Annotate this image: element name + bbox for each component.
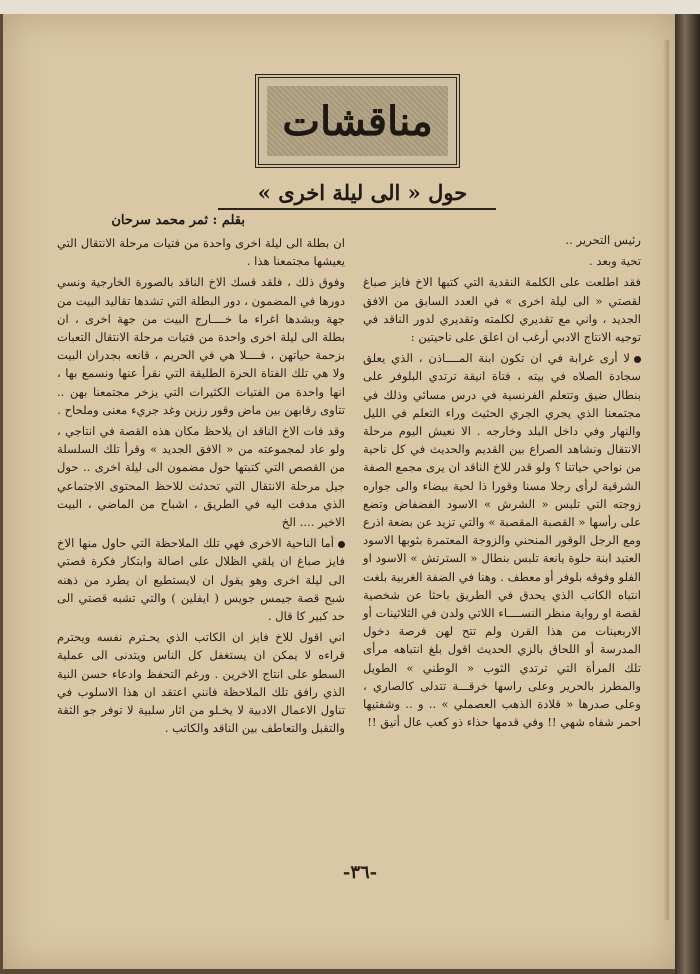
first-point-text: لا أرى غرابة في ان تكون ابنة المــــاذن ، الذي يعلق سجادة الصلاه في بيته ، فتاة انيقة ترتدي البلوفر على بنطال ضيق وتتعلم الفرنسية في درس مسائي وذلك في مجتمعنا الذي يجري الجري الحثيث وراء التعلم في الليل والنهار وفي داخل البلد وخارجه . الا نعيش اليوم مرحلة الانتقال ونشاهد الصراع بين القديم والحديث في كل ناحية من نواحي حياتنا ؟ ولو قدر للاخ الناقد ان يرى مجمع الصفة الشرقية لرأى رجلا مسنا وقورا ذا لحية بيضاء والى جواره زوجته التي تلبس « الشرش » الاسود الفضفاض وتضع على رأسها « القصبة المقصبة » والتي تزيد عن بضعة اذرع ومع الرجل الوقور المنحني والزوجة المعتمرة بثوبها الاسود العتيد ابنة حلوة يانعة تلبس بنطال « السترتش » الاسود او الفلو وفوقه بلوفر أو معطف . وهنا في الضفة الغربية بلغت انتباه الكاتب الذي يحدق في الطريق باحثا عن شخصية لقصة او رواية منظر النســــاء اللاتي ولدن في الثلاثينات أو الاربعينات من هذا القرن ولم تتح لهن فرصة دخول المدرسة أو اللحاق بالزي الحديث اقول بلغ انتباهه مرأى تلك المرأة التي ترتدي الثوب « الوطني » الطويل والمطرز بالحرير وعلى راسها خرقـــة تتدلى كالصاري ، وعلى صدرها « قلادة الذهب العصملي » .. و .. وشفتيها احمر شفاه شهي !! وفي قدمها حذاء ذو كعب عال أنيق !! [363,351,641,730]
left-paragraph-5: اني اقول للاخ فايز ان الكاتب الذي يحـترم نفسه ويحترم قراءه لا يمكن ان يستغفل كل الناس ويتدنى الى عملية السطو على انتاج الاخرين . ورغم التحفظ وادعاء حسن النية الذي رافق تلك الملاحظة فانني اعتقد ان هذا الاسلوب في تناول الاعمال الادبية لا يخـلو من اثار سلبية لا توفر جو الثقة والتقبل والتعاطف بين الناقد والكاتب . [57,630,345,736]
left-column [57,234,345,740]
section-masthead [255,74,460,168]
left-paragraph-1: ان بطلة الى ليلة اخرى واحدة من فتيات مرحلة الانتقال التي يعيشها مجتمعنا هذا . [57,236,345,269]
bullet-icon [634,356,641,363]
author-byline: بقلم : ثمر محمد سرحان [111,213,245,228]
bullet-icon [338,541,345,548]
page-top-edge [0,0,700,14]
left-paragraph-3: وقد فات الاخ الناقد ان يلاحظ مكان هذه القصة في انتاجي ، ولو عاد لمجموعته من « الافق الجديد » وقرأ تلك السلسلة من القصص التي كتبتها حول مضمون الى ليلة اخرى .. حول جيل مرحلة الانتقال التي تحدثت للاحظ المحتوى الاجتماعي الذي مدفت اليه في الطريق ، اشباح من الماضي ، البيت الاخير .... الخ [57,424,345,530]
masthead-pattern [267,86,448,156]
page-shadow [663,40,669,920]
page-binding-edge [675,14,700,974]
second-point-text: أما الناحية الاخرى فهي تلك الملاحظة التي حاول منها الاخ فايز صباغ ان يلقي الظلال على اصالة وابتكار فكرة قصتي الى ليلة اخرى وهو يقول ان لايستطيع ان يطرد من ذهنه شبح قصة جيمس جويس ( ايفلين ) والتي تشبه قصتي الى حد كبير كا قال . [57,536,345,624]
title-rule [218,208,496,210]
second-point-paragraph [57,534,345,625]
first-point-paragraph [363,349,641,731]
greeting: تحية وبعد . [589,254,641,269]
left-paragraph-2: وفوق ذلك ، فلقد قسك الاخ الناقد بالصورة الخارجية ونسي دورها في المضمون ، دور البطلة التي تشدها تقاليد البيت من جهة وبشدها اغراء ما خــــارج البيت من جهة اخرى ، ان بطلة الى ليلة اخرى واحدة من فتيات مرحلة الانتقال التعبات بزحمة حياتهن ، فــــلا هي في الحريم ، قانعه بجدران البيت ولا هي تلك الفتاة الحرة الطليقة التي نقرأ عنها ونسمع بها ، انها واحدة من الفتيات الكثيرات التي يزخر مجتمعنا بهن .. تتاوى رقابهن بين ماض وقور رزين وغد جريء معنى وملحاح . [57,275,345,417]
page-number: -٣٦- [342,862,378,883]
salutation: رئيس التحرير .. [565,233,641,247]
article-title: حول « الى ليلة اخرى » [257,180,468,205]
section-title: مناقشات [282,97,433,145]
intro-paragraph: فقد اطلعت على الكلمة النقدية التي كتبها الاخ فايز صباغ لقصتي « الى ليلة اخرى » في العدد السابق من الافق الجديد ، واني مع تقديري لكلمته وتقديري لدور الناقد في توجيه الانتاج الادبي أرغب ان اعلق على ناحيتين : [363,275,641,345]
right-column [363,231,641,734]
